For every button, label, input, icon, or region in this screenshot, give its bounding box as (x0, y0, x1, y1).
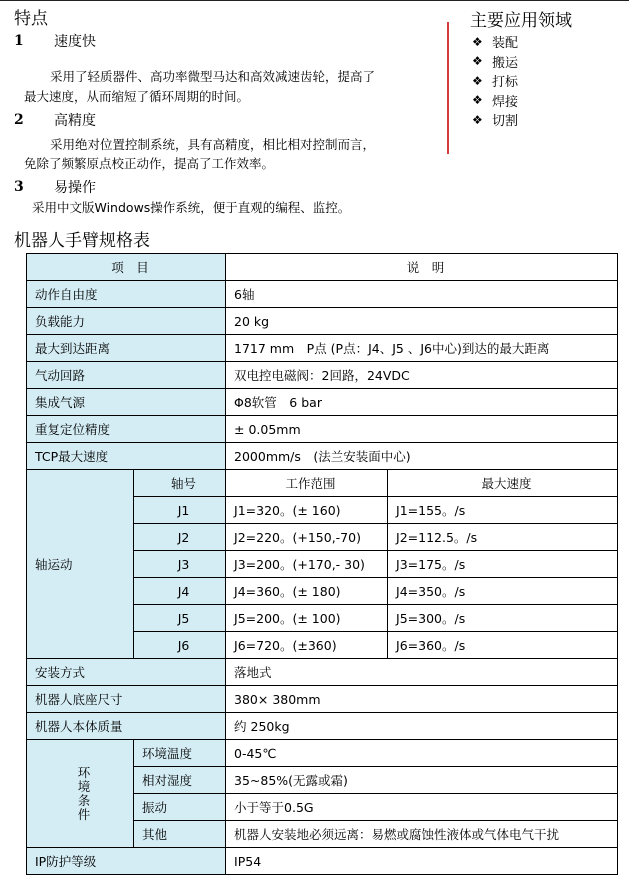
environment-label: 环 境 条 件 (27, 740, 134, 848)
feature-body-line: 最大速度，从而缩短了循环周期的时间。 (24, 89, 250, 104)
table-row (27, 470, 618, 497)
table-row: 安装方式 落地式 (27, 659, 618, 686)
feature-body-line: 采用中文版Windows操作系统，便于直观的编程、监控。 (32, 200, 351, 215)
top-rule (0, 0, 629, 1)
axis-col-header: 轴号 (134, 470, 226, 497)
table-row: J2 J2=220。(+150,-70) J2=112.5。/s (27, 524, 618, 551)
speed-col-header: 最大速度 (388, 470, 618, 497)
list-item: ❖ 切割 (472, 112, 519, 130)
section-divider (447, 22, 449, 154)
table-row: 振动 小于等于0.5G (27, 794, 618, 821)
feature-body-line: 采用绝对位置控制系统，具有高精度，相比相对控制而言， (50, 137, 376, 152)
header-desc: 说 明 (226, 254, 618, 281)
feature-title-2 (14, 110, 96, 130)
table-row: 负载能力 20 kg (27, 308, 618, 335)
table-header-row (27, 254, 618, 281)
diamond-bullet-icon: ❖ (472, 73, 483, 88)
table-row: 机器人本体质量 约 250kg (27, 713, 618, 740)
diamond-bullet-icon: ❖ (472, 54, 483, 69)
feature-title-3 (14, 177, 96, 197)
feature-name: 高精度 (54, 113, 96, 129)
axis-motion-label: 轴运动 (27, 470, 134, 659)
table-row: 气动回路 双电控电磁阀：2回路，24VDC (27, 362, 618, 389)
table-row: J5 J5=200。(± 100) J5=300。/s (27, 605, 618, 632)
applications-list (472, 32, 518, 130)
feature-name: 速度快 (54, 34, 96, 50)
table-row: J6 J6=720。(±360) J6=360。/s (27, 632, 618, 659)
feature-number: 1 (14, 33, 24, 49)
table-row: 其他 机器人安装地必须远离：易燃或腐蚀性液体或气体电气干扰 (27, 821, 618, 848)
list-item: ❖ 焊接 (472, 93, 519, 110)
range-col-header: 工作范围 (226, 470, 388, 497)
table-row: 集成气源 Φ8软管 6 bar (27, 389, 618, 416)
table-row: 机器人底座尺寸 380× 380mm (27, 686, 618, 713)
feature-body-line: 免除了频繁原点校正动作，提高了工作效率。 (24, 156, 275, 171)
spec-table (26, 253, 618, 875)
feature-title-1 (14, 31, 96, 51)
feature-number: 3 (14, 179, 24, 195)
table-row: TCP最大速度 2000mm/s (法兰安装面中心) (27, 443, 618, 470)
table-row: J4 J4=360。(± 180) J4=350。/s (27, 578, 618, 605)
table-row: 动作自由度 6轴 (27, 281, 618, 308)
diamond-bullet-icon: ❖ (472, 112, 483, 127)
diamond-bullet-icon: ❖ (472, 34, 483, 49)
feature-name: 易操作 (54, 180, 96, 196)
features-heading: 特点 (14, 9, 48, 29)
spec-table-title: 机器人手臂规格表 (14, 231, 150, 251)
list-item: ❖ 打标 (472, 73, 519, 91)
table-row: J3 J3=200。(+170,- 30) J3=175。/s (27, 551, 618, 578)
list-item: ❖ 搬运 (472, 54, 519, 71)
list-item: ❖ 装配 (472, 34, 519, 52)
table-row: 相对湿度 35~85%(无露或霜) (27, 767, 618, 794)
feature-number: 2 (14, 112, 24, 128)
table-row: 环 境 条 件 环境温度 0-45℃ (27, 740, 618, 767)
header-item: 项 目 (27, 254, 226, 281)
table-row: IP防护等级 IP54 (27, 848, 618, 875)
applications-heading: 主要应用领域 (470, 11, 572, 31)
table-row: 重复定位精度 ± 0.05mm (27, 416, 618, 443)
table-row: J1 J1=320。(± 160) J1=155。/s (27, 497, 618, 524)
diamond-bullet-icon: ❖ (472, 93, 483, 108)
feature-body-line: 采用了轻质器件、高功率微型马达和高效减速齿轮，提高了 (50, 69, 376, 84)
table-row: 最大到达距离 1717 mm P点 (P点：J4、J5 、J6中心)到达的最大距离 (27, 335, 618, 362)
